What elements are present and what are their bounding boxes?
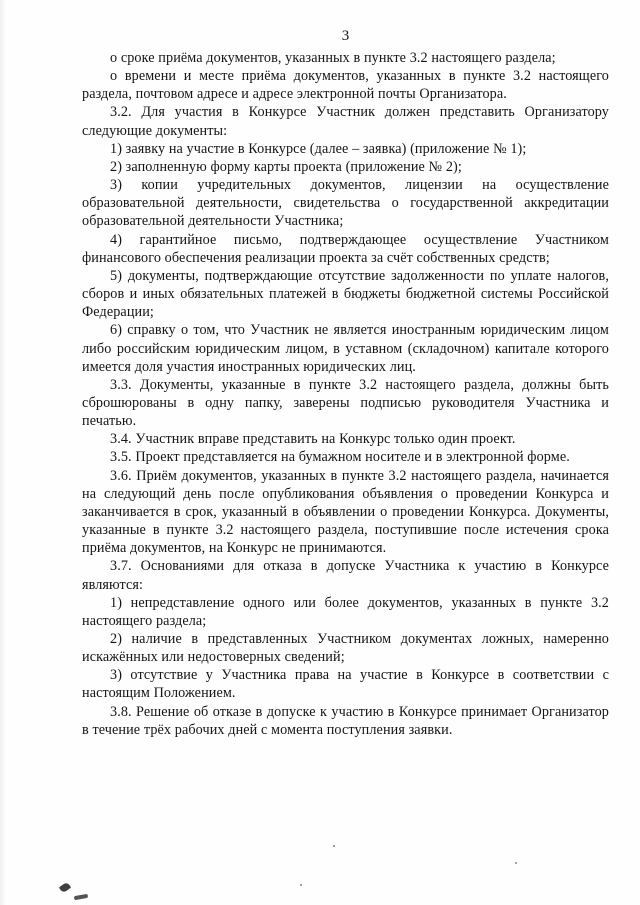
paragraph: 1) заявку на участие в Конкурсе (далее – заявка) (приложение № 1); bbox=[110, 140, 527, 157]
paragraph: 3.8. Решение об отказе в допуске к участию в Конкурсе принимает Организатор в течение трёх рабочих дней с момента поступления заявки. bbox=[82, 703, 609, 738]
paragraph: 5) документы, подтверждающие отсутствие задолженности по уплате налогов, сборов и иных обязательных платежей в бюджеты бюджетной системы Российской Федерации; bbox=[82, 267, 609, 321]
paragraph: 6) справку о том, что Участник не является иностранным юридическим лицом либо российским юридическим лицом, в уставном (складочном) капитале которого имеется доля участия иностранных юридических лиц. bbox=[82, 322, 609, 375]
paragraph: о сроке приёма документов, указанных в пункте 3.2 настоящего раздела; bbox=[110, 50, 556, 66]
paragraph: о времени и месте приёма документов, указанных в пункте 3.2 настоящего раздела, почтовом адресе и адресе электронной почты Организатора. bbox=[82, 68, 609, 103]
scan-edge-shadow bbox=[0, 0, 6, 905]
paragraph: 3.5. Проект представляется на бумажном носителе и в электронной форме. bbox=[110, 449, 570, 466]
paragraph: 3.4. Участник вправе представить на Конкурс только один проект. bbox=[110, 431, 516, 448]
document-body bbox=[82, 49, 609, 739]
scan-artifact bbox=[59, 882, 71, 893]
paragraph: 3) копии учредительных документов, лицензии на осуществление образовательной деятельности, свидетельства о государственной аккредитации образовательной деятельности Участника; bbox=[82, 177, 609, 230]
paragraph: 3.7. Основаниями для отказа в допуске Участника к участию в Конкурсе являются: bbox=[82, 558, 609, 593]
paragraph: 3.3. Документы, указанные в пункте 3.2 настоящего раздела, должны быть сброшюрованы в одну папку, заверены подписью руководителя Участника и печатью. bbox=[82, 376, 609, 430]
paragraph: 2) заполненную форму карты проекта (приложение № 2); bbox=[110, 158, 462, 175]
paragraph: 2) наличие в представленных Участником документах ложных, намеренно искажённых или недостоверных сведений; bbox=[82, 631, 609, 666]
paragraph: 4) гарантийное письмо, подтверждающее осуществление Участником финансового обеспечения реализации проекта за счёт собственных средств; bbox=[82, 231, 609, 266]
paragraph: 3) отсутствие у Участника права на участие в Конкурсе в соответствии с настоящим Положением. bbox=[82, 667, 609, 702]
page-number: 3 bbox=[341, 28, 350, 44]
paragraph: 1) непредставление одного или более документов, указанных в пункте 3.2 настоящего раздела; bbox=[82, 594, 609, 629]
paragraph: 3.6. Приём документов, указанных в пункте 3.2 настоящего раздела, начинается на следующий день после опубликования объявления о проведении Конкурса и заканчивается в срок, указанный в объявлении о проведении Конкурса. Документы, указанные в пункте 3.2 настоящего раздела, поступившие после истечения срока приёма документов, на Конкурс не принимаются. bbox=[82, 467, 609, 557]
paragraph: 3.2. Для участия в Конкурсе Участник должен представить Организатору следующие документы: bbox=[82, 104, 609, 139]
scan-artifact bbox=[74, 894, 88, 900]
scan-speck bbox=[333, 845, 335, 847]
scan-speck bbox=[515, 862, 517, 864]
scan-speck bbox=[300, 884, 302, 886]
